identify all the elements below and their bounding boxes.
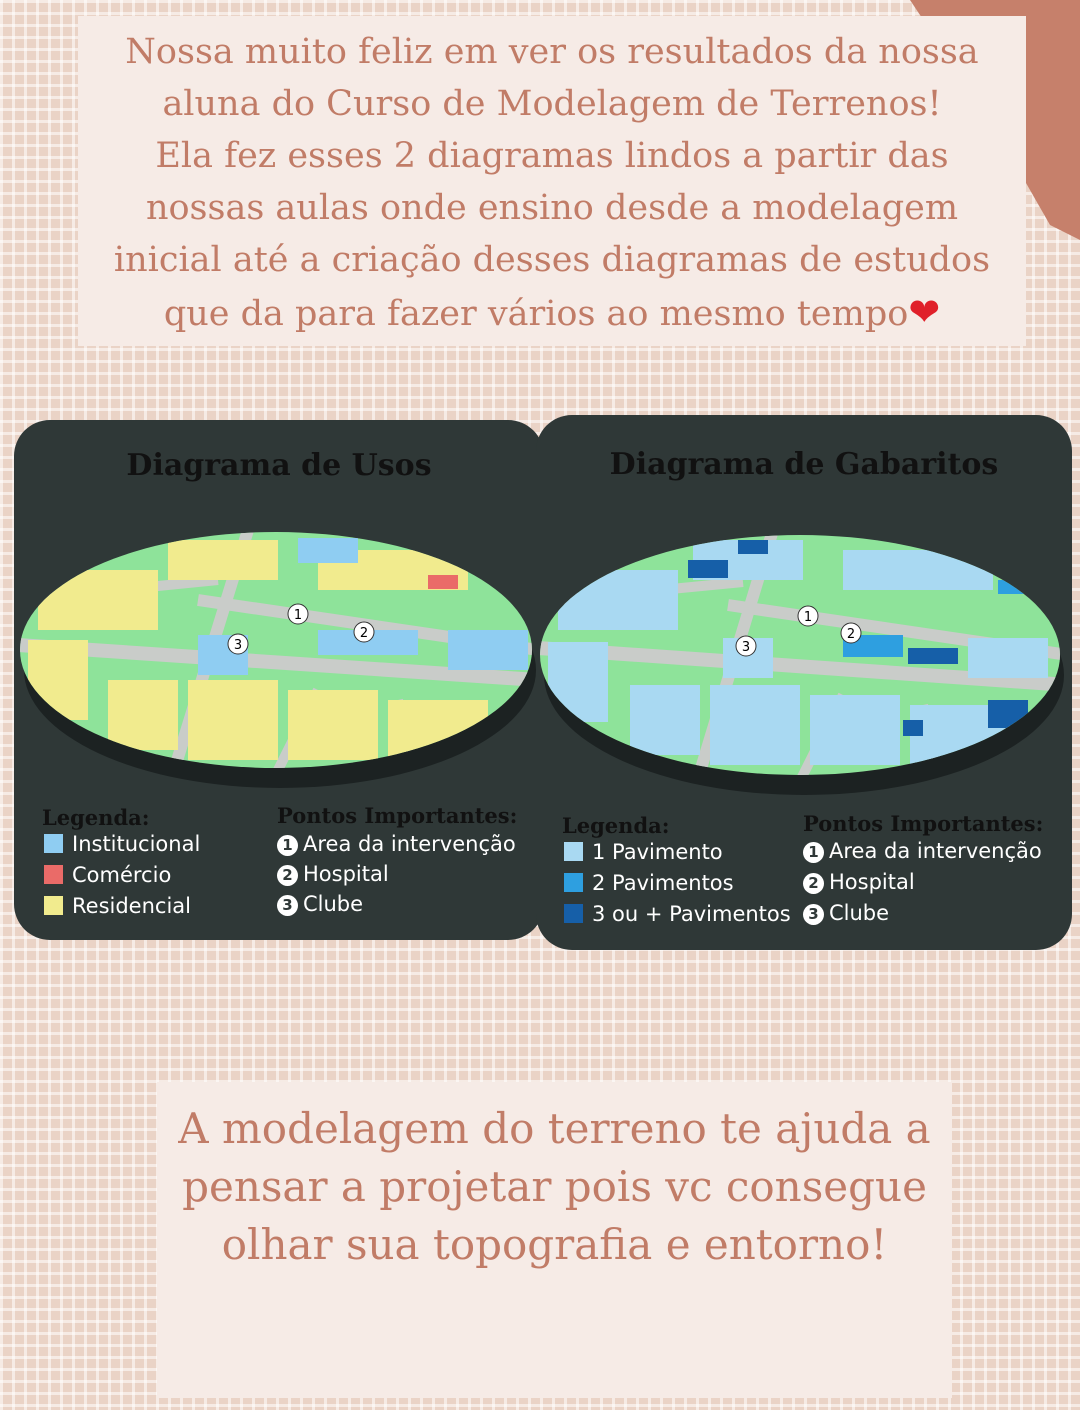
point-label: Area da intervenção [303, 832, 516, 856]
usos-diagram-panel [14, 420, 544, 940]
point-item [803, 901, 889, 925]
legend-comercio [44, 863, 171, 887]
point-label: Clube [829, 901, 890, 925]
swatch [564, 904, 583, 923]
point-item [277, 832, 516, 856]
intro-line-text: que da para fazer vários ao mesmo tempo [163, 294, 909, 334]
intro-line: nossas aulas onde ensino desde a modelagem [145, 188, 959, 228]
swatch [564, 873, 583, 892]
point-number: 1 [277, 835, 298, 856]
gabaritos-points-title: Pontos Importantes: [803, 811, 1044, 836]
intro-line: aluna do Curso de Modelagem de Terrenos! [162, 84, 942, 124]
closing-text-box [157, 1082, 952, 1398]
gabaritos-map [538, 530, 1068, 795]
gabaritos-diagram-panel [536, 415, 1072, 950]
map-marker-3: 3 [233, 638, 243, 653]
legend-label: Comércio [72, 863, 172, 887]
legend-label: 2 Pavimentos [592, 871, 734, 895]
point-number: 3 [277, 895, 298, 916]
legend-label: 1 Pavimento [592, 840, 723, 864]
legend-label: Institucional [72, 832, 201, 856]
point-label: Area da intervenção [829, 839, 1042, 863]
legend-2-pavimentos [564, 871, 734, 895]
legend-label: Residencial [72, 894, 191, 918]
map-marker-1: 1 [293, 608, 303, 623]
map-marker-1: 1 [803, 610, 813, 625]
point-item [803, 870, 915, 894]
usos-legend-title: Legenda: [42, 805, 150, 830]
usos-map [18, 530, 540, 790]
map-marker-2: 2 [359, 626, 369, 641]
closing-line: A modelagem do terreno te ajuda a [178, 1104, 931, 1153]
map-marker-2: 2 [846, 627, 856, 642]
point-number: 1 [803, 842, 824, 863]
swatch [44, 834, 63, 853]
point-item [803, 839, 1042, 863]
intro-line: Nossa muito feliz em ver os resultados da nossa [125, 32, 979, 72]
usos-title: Diagrama de Usos [126, 448, 432, 483]
point-label: Clube [303, 892, 364, 916]
gabaritos-legend-title: Legenda: [562, 813, 670, 838]
legend-3-pavimentos [564, 902, 791, 926]
point-number: 3 [803, 904, 824, 925]
heart-icon: ❤ [908, 290, 941, 334]
intro-line [78, 286, 1026, 340]
point-item [277, 862, 389, 886]
point-label: Hospital [829, 870, 915, 894]
point-number: 2 [277, 865, 298, 886]
intro-text-box [78, 16, 1026, 346]
map-marker-3: 3 [741, 640, 751, 655]
point-item [277, 892, 363, 916]
closing-line: olhar sua topografia e entorno! [221, 1220, 888, 1269]
closing-line: pensar a projetar pois vc consegue [182, 1162, 927, 1211]
gabaritos-title: Diagrama de Gabaritos [609, 447, 999, 482]
usos-points-title: Pontos Importantes: [277, 803, 518, 828]
swatch [564, 842, 583, 861]
legend-label: 3 ou + Pavimentos [592, 902, 791, 926]
intro-line: Ela fez esses 2 diagramas lindos a partir das [155, 136, 949, 176]
point-label: Hospital [303, 862, 389, 886]
point-number: 2 [803, 873, 824, 894]
swatch [44, 896, 63, 915]
legend-institucional [44, 832, 200, 856]
swatch [44, 865, 63, 884]
intro-line: inicial até a criação desses diagramas de estudos [113, 240, 991, 280]
legend-1-pavimento [564, 840, 723, 864]
legend-residencial [44, 894, 191, 918]
